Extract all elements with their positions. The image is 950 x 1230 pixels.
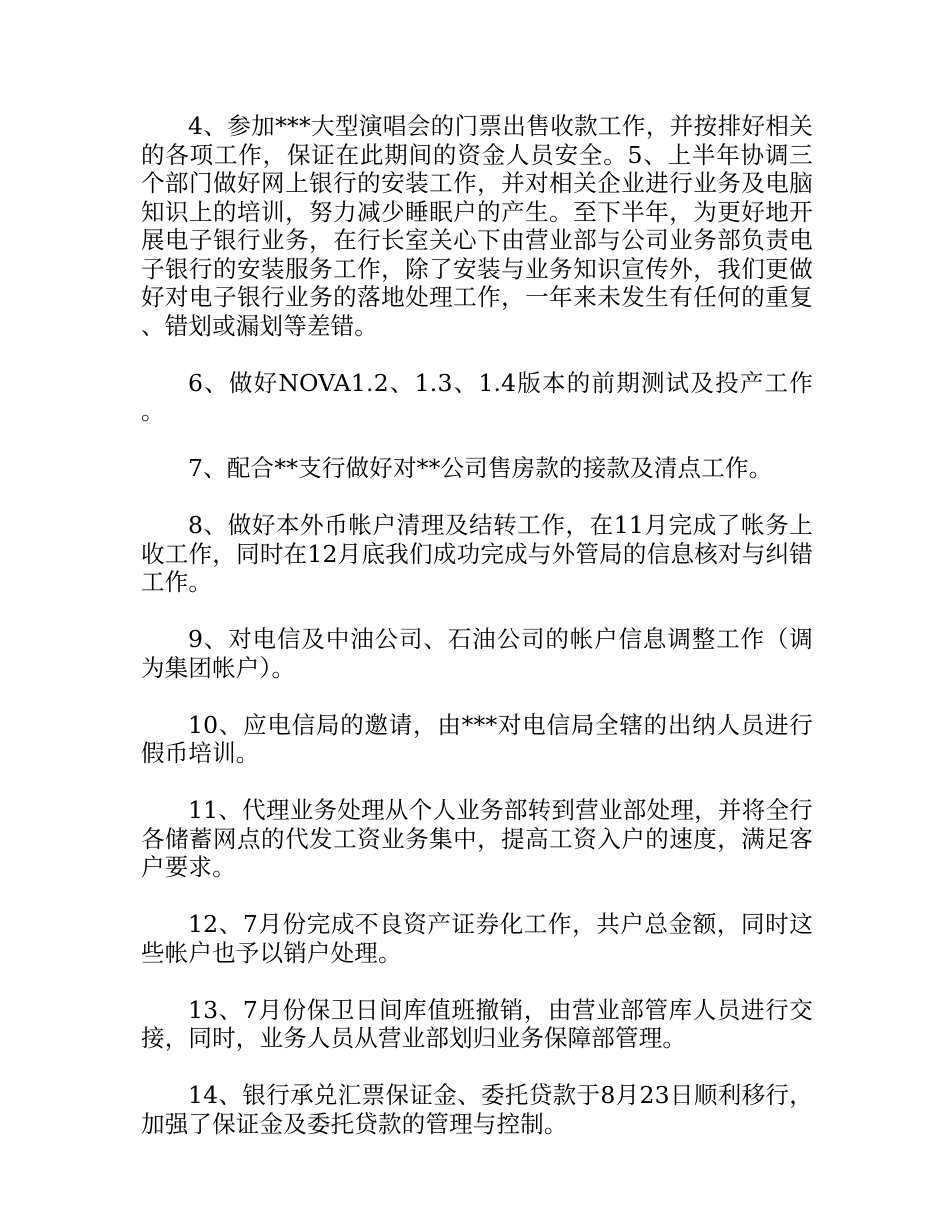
paragraph-item-14: 14、银行承兑汇票保证金、委托贷款于8月23日顺利移行，加强了保证金及委托贷款的管理与控制。: [141, 1081, 813, 1138]
paragraph-item-13: 13、7月份保卫日间库值班撤销，由营业部管库人员进行交接，同时，业务人员从营业部划归业务保障部管理。: [141, 995, 813, 1052]
document-body: [141, 112, 813, 1138]
paragraph-item-12: 12、7月份完成不良资产证券化工作，共户总金额，同时这些帐户也予以销户处理。: [141, 910, 813, 967]
paragraph-item-7: 7、配合**支行做好对**公司售房款的接款及清点工作。: [188, 454, 773, 482]
paragraph-item-10: 10、应电信局的邀请，由***对电信局全辖的出纳人员进行假币培训。: [141, 710, 813, 767]
paragraph-item-9: 9、对电信及中油公司、石油公司的帐户信息调整工作（调为集团帐户）。: [141, 625, 813, 682]
paragraph-item-11: 11、代理业务处理从个人业务部转到营业部处理，并将全行各储蓄网点的代发工资业务集中，提高工资入户的速度，满足客户要求。: [141, 796, 813, 881]
paragraph-item-8: 8、做好本外币帐户清理及结转工作，在11月完成了帐务上收工作，同时在12月底我们成功完成与外管局的信息核对与纠错工作。: [141, 511, 813, 596]
paragraph-item-4: 4、参加***大型演唱会的门票出售收款工作，并按排好相关的各项工作，保证在此期间的资金人员安全。5、上半年协调三个部门做好网上银行的安装工作，并对相关企业进行业务及电脑知识上的培训，努力减少睡眠户的产生。至下半年，为更好地开展电子银行业务，在行长室关心下由营业部与公司业务部负责电子银行的安装服务工作，除了安装与业务知识宣传外，我们更做好对电子银行业务的落地处理工作，一年来未发生有任何的重复、错划或漏划等差错。: [141, 112, 813, 340]
paragraph-item-6: 6、做好NOVA1.2、1.3、1.4版本的前期测试及投产工作。: [141, 368, 813, 425]
